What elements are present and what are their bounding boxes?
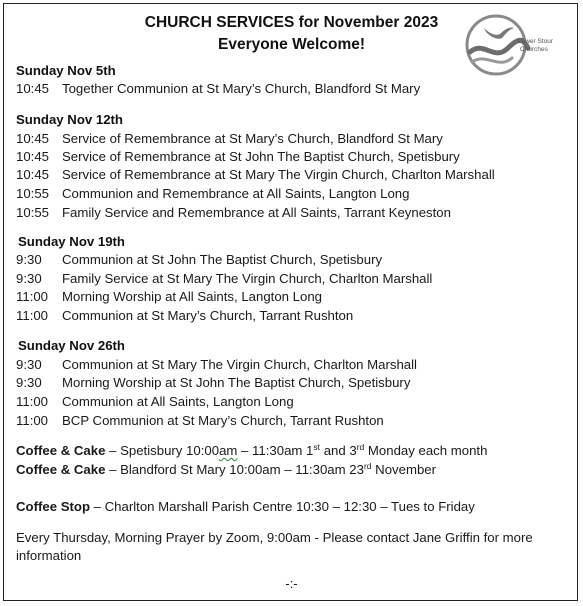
service-row [16, 81, 420, 96]
service-row [16, 357, 417, 372]
dove-river-icon [462, 12, 562, 78]
service-time: 11:00 [16, 289, 49, 304]
service-text: Together Communion at St Mary’s Church, Blandford St Mary [62, 81, 421, 96]
coffee-stop-text: – Charlton Marshall Parish Centre 10:30 – 12:30 – Tues to Friday [90, 499, 475, 514]
coffee-text: – 11:30am 1 [237, 443, 314, 458]
service-text: Service of Remembrance at St Mary The Virgin Church, Charlton Marshall [62, 167, 495, 182]
service-text: Family Service and Remembrance at All Saints, Tarrant Keyneston [62, 205, 451, 220]
service-text: BCP Communion at St Mary’s Church, Tarrant Rushton [62, 413, 384, 428]
service-time: 11:00 [16, 394, 49, 409]
service-time: 10:55 [16, 205, 50, 220]
service-text: Communion and Remembrance at All Saints, Langton Long [62, 186, 410, 201]
service-row [16, 131, 443, 146]
lower-stour-churches-logo [462, 12, 562, 78]
service-row [16, 167, 495, 182]
ordinal-suffix: rd [356, 442, 365, 452]
coffee-text: and 3 [320, 443, 357, 458]
coffee-text: November [371, 462, 437, 477]
end-mark: -:- [285, 576, 298, 591]
coffee-label: Coffee & Cake [16, 462, 106, 477]
svg-text:Churches: Churches [520, 46, 548, 53]
service-time: 10:45 [16, 149, 50, 164]
service-row [16, 308, 353, 323]
service-row [16, 413, 384, 428]
service-text: Morning Worship at St John The Baptist Church, Spetisbury [62, 375, 411, 390]
svg-text:Lower Stour: Lower Stour [518, 38, 554, 45]
section-heading: Sunday Nov 26th [18, 338, 125, 353]
coffee-cake-blandford [16, 462, 436, 477]
service-text: Communion at All Saints, Langton Long [62, 394, 294, 409]
service-time: 11:00 [16, 308, 49, 323]
service-row [16, 375, 410, 390]
service-row [16, 271, 432, 286]
service-time: 10:45 [16, 131, 50, 146]
page-subtitle: Everyone Welcome! [217, 36, 366, 53]
coffee-text: – Spetisbury 10:00 [105, 443, 220, 458]
service-row [16, 252, 382, 267]
service-time: 11:00 [16, 413, 49, 428]
section-heading: Sunday Nov 12th [16, 112, 123, 127]
service-row [16, 149, 460, 164]
coffee-text: – Blandford St Mary 10:00am – 11:30am 23 [105, 462, 364, 477]
service-text: Service of Remembrance at St Mary’s Church, Blandford St Mary [62, 131, 443, 146]
service-row [16, 205, 451, 220]
service-text: Family Service at St Mary The Virgin Church, Charlton Marshall [62, 271, 433, 286]
ordinal-suffix: rd [363, 461, 372, 471]
ordinal-suffix: st [313, 442, 321, 452]
service-text: Service of Remembrance at St John The Baptist Church, Spetisbury [62, 149, 460, 164]
service-text: Communion at St Mary The Virgin Church, Charlton Marshall [62, 357, 417, 372]
service-time: 9:30 [16, 375, 42, 390]
coffee-stop-label: Coffee Stop [16, 499, 90, 514]
service-row [16, 394, 294, 409]
thursday-prayer-note: Every Thursday, Morning Prayer by Zoom, 9:00am - Please contact Jane Griffin for more information [16, 530, 533, 563]
service-text: Morning Worship at All Saints, Langton Long [62, 289, 323, 304]
service-text: Communion at St Mary’s Church, Tarrant Rushton [62, 308, 354, 323]
service-text: Communion at St John The Baptist Church, Spetisbury [62, 252, 383, 267]
section-heading: Sunday Nov 5th [16, 63, 116, 78]
coffee-am: am [219, 443, 238, 458]
service-time: 9:30 [16, 252, 42, 267]
coffee-label: Coffee & Cake [16, 443, 106, 458]
service-row [16, 186, 409, 201]
coffee-cake-spetisbury [16, 443, 487, 458]
coffee-text: Monday each month [364, 443, 488, 458]
service-time: 10:45 [16, 81, 50, 96]
page-title: CHURCH SERVICES for November 2023 [144, 14, 439, 31]
coffee-stop [16, 499, 475, 514]
service-time: 10:45 [16, 167, 50, 182]
service-row [16, 289, 322, 304]
section-heading: Sunday Nov 19th [18, 234, 125, 249]
service-time: 9:30 [16, 271, 42, 286]
service-time: 10:55 [16, 186, 50, 201]
service-time: 9:30 [16, 357, 42, 372]
